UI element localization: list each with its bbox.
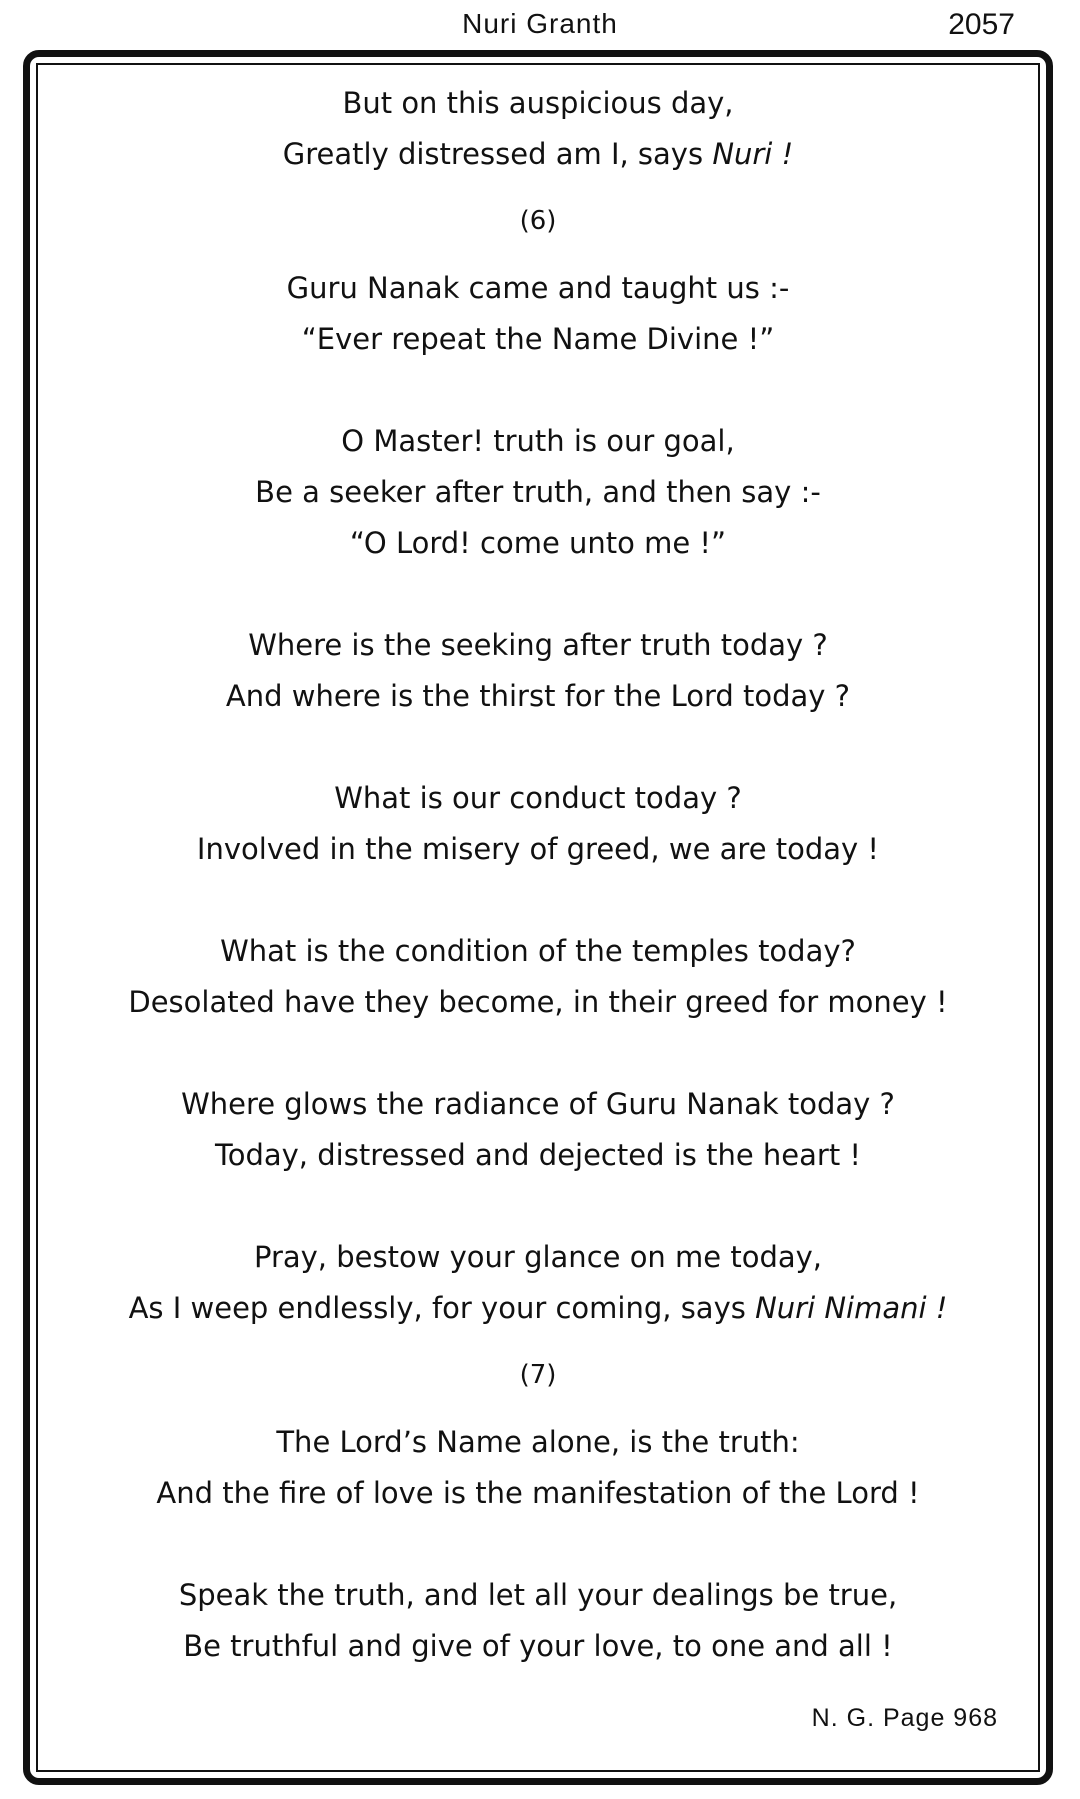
- verse-line: [40, 1283, 1036, 1334]
- verse-line: And the fire of love is the manifestation of the Lord !: [156, 1476, 920, 1510]
- verse-line: [40, 129, 1036, 180]
- verse-line: Desolated have they become, in their greed for money !: [128, 985, 948, 1019]
- verse-line: Speak the truth, and let all your dealings be true,: [178, 1578, 898, 1612]
- author-name: Nuri !: [712, 137, 794, 171]
- verse-line: “O Lord! come unto me !”: [349, 526, 727, 560]
- page-number: 2057: [948, 8, 1015, 41]
- page-reference: N. G. Page 968: [811, 1704, 998, 1732]
- verse-line: Involved in the misery of greed, we are today !: [196, 832, 880, 866]
- verse-line: What is the condition of the temples today?: [220, 934, 856, 968]
- verse-line: The Lord’s Name alone, is the truth:: [276, 1425, 800, 1459]
- verse-line: Be truthful and give of your love, to one and all !: [183, 1629, 893, 1663]
- verse-line: “Ever repeat the Name Divine !”: [301, 322, 775, 356]
- verse-line: Today, distressed and dejected is the heart !: [214, 1138, 862, 1172]
- verse-line: Guru Nanak came and taught us :-: [286, 271, 790, 305]
- verse-line: Pray, bestow your glance on me today,: [253, 1240, 823, 1274]
- verse-line: Where glows the radiance of Guru Nanak today ?: [181, 1087, 895, 1121]
- verse-line: What is our conduct today ?: [334, 781, 742, 815]
- verse-line: O Master! truth is our goal,: [341, 424, 735, 458]
- verse-line: And where is the thirst for the Lord today ?: [225, 679, 851, 713]
- verse-text: Greatly distressed am I, says: [282, 137, 713, 171]
- verse-line: But on this auspicious day,: [342, 86, 734, 120]
- author-name: Nuri Nimani !: [755, 1291, 948, 1325]
- verse-text: As I weep endlessly, for your coming, says: [128, 1291, 756, 1325]
- verse-line: Be a seeker after truth, and then say :-: [255, 475, 821, 509]
- section-number: (7): [519, 1360, 557, 1390]
- verse-line: Where is the seeking after truth today ?: [248, 628, 828, 662]
- book-title: Nuri Granth: [462, 8, 618, 39]
- page-header: [0, 0, 1080, 50]
- section-number: (6): [519, 206, 557, 236]
- poem-body: [40, 78, 1036, 1672]
